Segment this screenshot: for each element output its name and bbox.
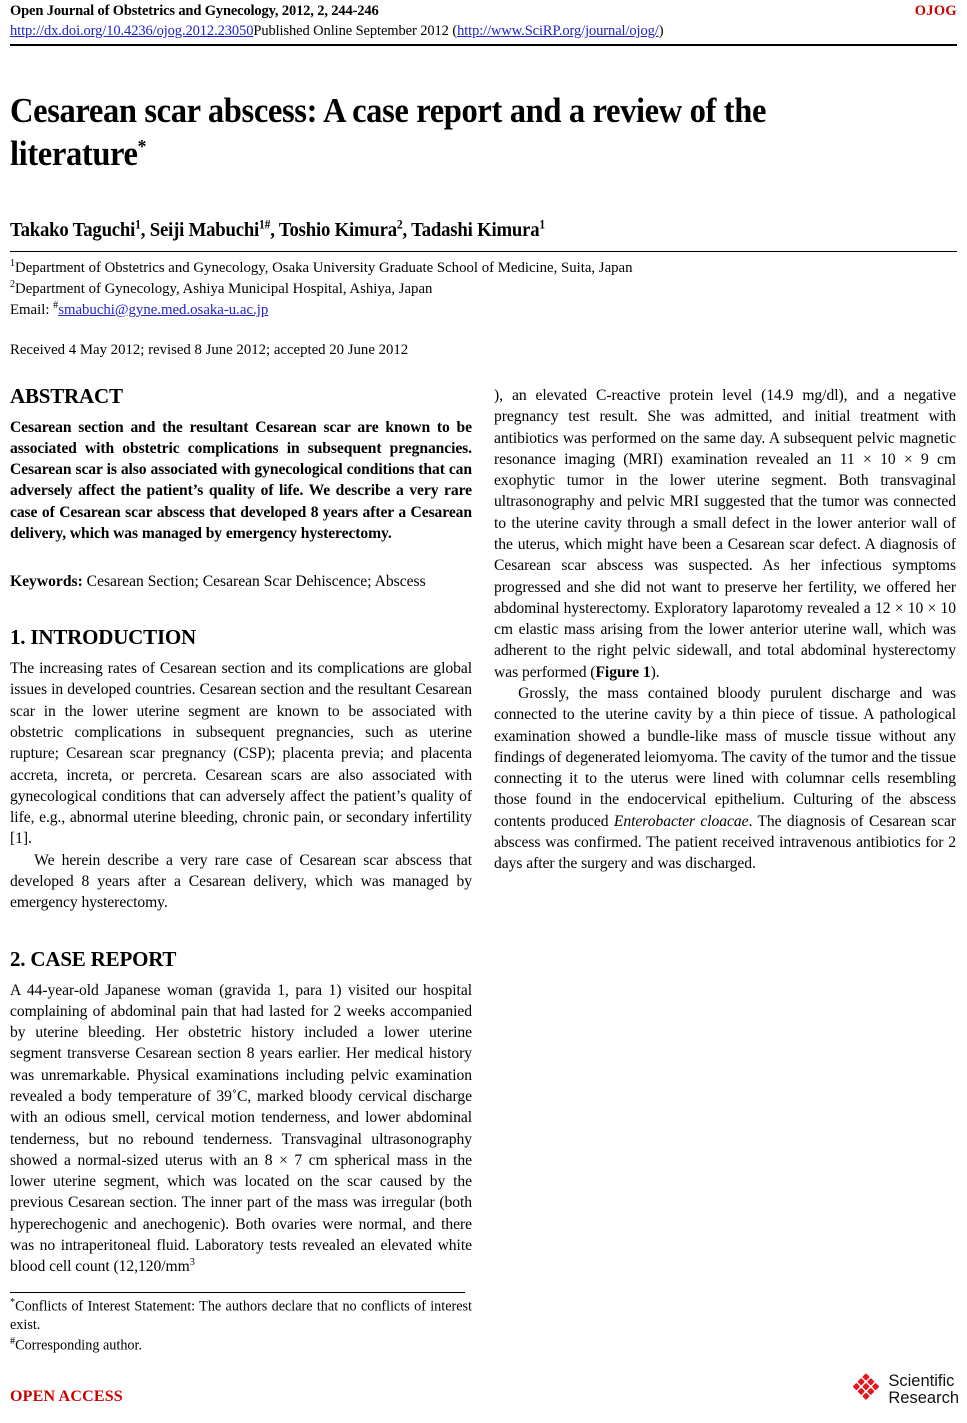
email-line: [10, 299, 957, 320]
publisher-name-line2: Research: [888, 1389, 959, 1407]
abstract-heading: ABSTRACT: [10, 384, 123, 408]
introduction-paragraph-1: The increasing rates of Cesarean section and its complications are global issues in developed countries. Cesarean section and the resultant Cesarean scar in the lower uterine segment are known to be associated with obstetric complications in subsequent pregnancies, such as uterine rupture; Cesarean scar pregnancy (CSP); placenta previa; and placenta accreta, increta, or percreta. Cesarean scars are also associated with gynecological conditions that can adversely affect the patient’s quality of life, e.g., abnormal uterine bleeding, chronic pain, or secondary infertility [1].: [10, 660, 472, 848]
conflict-note-text: Conflicts of Interest Statement: The authors declare that no conflicts of interest exist.: [10, 1298, 472, 1334]
two-column-body: [10, 385, 957, 1278]
case-report-paragraph-1-head: [10, 980, 472, 1278]
affiliation-marker: 1: [10, 257, 16, 269]
affiliation-block: [10, 257, 957, 320]
right-column: [494, 385, 956, 1278]
author-affiliation-marker: 1: [135, 217, 141, 232]
running-header-row-citation: [10, 3, 957, 20]
author-affiliation-marker: 1: [539, 217, 546, 232]
open-access-badge: OPEN ACCESS: [10, 1388, 123, 1405]
keywords-line: [10, 571, 472, 592]
corresponding-note-text: Corresponding author.: [15, 1337, 142, 1354]
running-header-row-doi: [10, 23, 957, 40]
author-name: Takako Taguchi: [10, 219, 136, 241]
conflict-of-interest-note: [10, 1296, 472, 1335]
author-name: Seiji Mabuchi: [149, 219, 260, 241]
email-label: Email:: [10, 301, 54, 318]
case-report-para2-part2: . The diagnosis of Cesarean scar abscess was confirmed. The patient received intravenous antibiotics for 2 days after the surgery and was discharged.: [494, 812, 957, 873]
affiliation-text: Department of Obstetrics and Gynecology, Osaka University Graduate School of Medicine, Suita, Japan: [15, 259, 633, 276]
author-entry: [149, 217, 279, 241]
author-entry: [411, 217, 546, 241]
published-online-text: Published Online September 2012 (: [253, 23, 458, 39]
journal-citation: Open Journal of Obstetrics and Gynecology, 2012, 2, 244-246: [10, 3, 379, 19]
published-close-paren: ): [658, 23, 664, 39]
email-link[interactable]: smabuchi@gyne.med.osaka-u.ac.jp: [58, 301, 269, 318]
author-separator: ,: [140, 219, 150, 241]
article-title-text: Cesarean scar abscess: A case report and a review of the literature: [10, 91, 767, 173]
title-footnote-marker: *: [137, 136, 147, 158]
scirp-diamond-grid-logo: [849, 1373, 883, 1407]
corresponding-note-marker: #: [10, 1335, 16, 1347]
introduction-paragraph-2: We herein describe a very rare case of Cesarean scar abscess that developed 8 years after a Cesarean delivery, which was managed by emergency hysterectomy.: [10, 851, 472, 912]
keywords-label: Keywords:: [10, 572, 83, 590]
figure-reference: Figure 1: [595, 663, 651, 681]
case-report-para1-part3: ).: [650, 663, 660, 681]
email-marker: #: [53, 299, 59, 311]
running-header: [10, 0, 957, 46]
keywords-value: Cesarean Section; Cesarean Scar Dehiscence; Abscess: [82, 572, 426, 590]
author-list: [10, 217, 919, 242]
case-report-para1-part1: A 44-year-old Japanese woman (gravida 1, para 1) visited our hospital complaining of abdominal pain that had lasted for 2 weeks accompanied by uterine bleeding. Her obstetric history included a lower uterine segment transverse Cesarean section 8 years earlier. Her medical history was unremarkable. Physical examinations including pelvic examination revealed a body temperature of 39˚C, marked bloody cervical discharge with an odious smell, cervical motion tenderness, and lower abdominal tenderness, but no rebound tenderness. Transvaginal ultrasonography showed a normal-sized uterus with an 8 × 7 cm spherical mass in the lower uterine segment, which was located on the scar caused by the previous Cesarean section. The inner part of the mass was irregular (both hyperechogenic and anechogenic). Both ovaries were normal, and there was no intraperitoneal fluid. Laboratory tests revealed an elevated white blood cell count (12,120/mm: [10, 981, 472, 1276]
journal-homepage-link[interactable]: http://www.SciRP.org/journal/ojog/: [457, 23, 659, 39]
page-title: [10, 90, 828, 175]
author-affiliation-marker: 1#: [259, 217, 271, 232]
case-report-para1-part2: ), an elevated C-reactive protein level (14.9 mg/dl), and a negative pregnancy test result. She was admitted, and initial treatment with antibiotics was performed on the same day. A subsequent pelvic magnetic resonance imaging (MRI) examination revealed an 11 × 10 × 9 cm exophytic tumor in the lower uterine segment. Both transvaginal ultrasonography and pelvic MRI suggested that the tumor was connected to the uterine cavity through a small defect in the lower anterior wall of the uterus, which might have been a Cesarean scar defect. A diagnosis of Cesarean scar abscess was suspected. As her infectious symptoms progressed and she did not want to preserve her fertility, we offered her abdominal hysterectomy. Exploratory laparotomy revealed a 12 × 10 × 10 cm elastic mass arising from the lower anterior uterine wall, which was adherent to the right pelvic sidewall, and total abdominal hysterectomy was performed (: [494, 387, 956, 681]
publisher-logo-block: [849, 1373, 959, 1407]
author-name: Toshio Kimura: [278, 219, 397, 241]
doi-link[interactable]: http://dx.doi.org/10.4236/ojog.2012.23050: [10, 23, 254, 39]
corresponding-author-note: [10, 1335, 472, 1355]
submission-dates: Received 4 May 2012; revised 8 June 2012; accepted 20 June 2012: [10, 341, 409, 358]
author-separator: ,: [402, 219, 412, 241]
case-report-paragraph-2: [494, 683, 956, 875]
author-divider: [10, 251, 957, 252]
author-entry: [10, 217, 150, 241]
author-affiliation-marker: 2: [396, 217, 403, 232]
author-separator: ,: [270, 219, 279, 241]
publisher-name-line1: Scientific: [888, 1372, 955, 1391]
left-column: [10, 385, 472, 1278]
introduction-heading: 1. INTRODUCTION: [10, 625, 197, 650]
species-name: Enterobacter cloacae: [613, 812, 749, 830]
conflict-note-marker: *: [10, 1297, 16, 1308]
author-name: Tadashi Kimura: [411, 219, 540, 241]
case-report-heading: 2. CASE REPORT: [10, 946, 177, 971]
cubic-mm-exponent: 3: [189, 1257, 195, 1269]
case-report-para2-part1: Grossly, the mass contained bloody purulent discharge and was connected to the uterine cavity by a thin piece of tissue. A pathological examination showed a bundle-like mass of muscle tissue without any findings of degenerated leiomyoma. The cavity of the tumor and the tissue connecting it to the uterus were lined with columnar cells resembling those found in the endocervical epithelium. Culturing of the abscess contents produced: [494, 684, 956, 830]
case-report-paragraph-1: [494, 385, 956, 683]
author-entry: [278, 217, 412, 241]
affiliation-item: [10, 278, 957, 299]
affiliation-text: Department of Gynecology, Ashiya Municipal Hospital, Ashiya, Japan: [15, 280, 433, 297]
abstract-text: Cesarean section and the resultant Cesarean scar are known to be associated with obstetric complications in subsequent pregnancies. Cesarean scar is also associated with gynecological conditions that can adversely affect the patient’s quality of life. We describe a very rare case of Cesarean scar abscess that developed 8 years after a Cesarean delivery, which was managed by emergency hysterectomy.: [10, 419, 472, 542]
journal-abbreviation-mark: OJOG: [914, 3, 957, 19]
affiliation-marker: 2: [10, 278, 16, 290]
header-divider: [10, 44, 957, 46]
publisher-name: [888, 1373, 959, 1407]
footnote-divider: [10, 1292, 465, 1293]
affiliation-item: [10, 257, 957, 278]
footnote-block: [10, 1292, 472, 1355]
